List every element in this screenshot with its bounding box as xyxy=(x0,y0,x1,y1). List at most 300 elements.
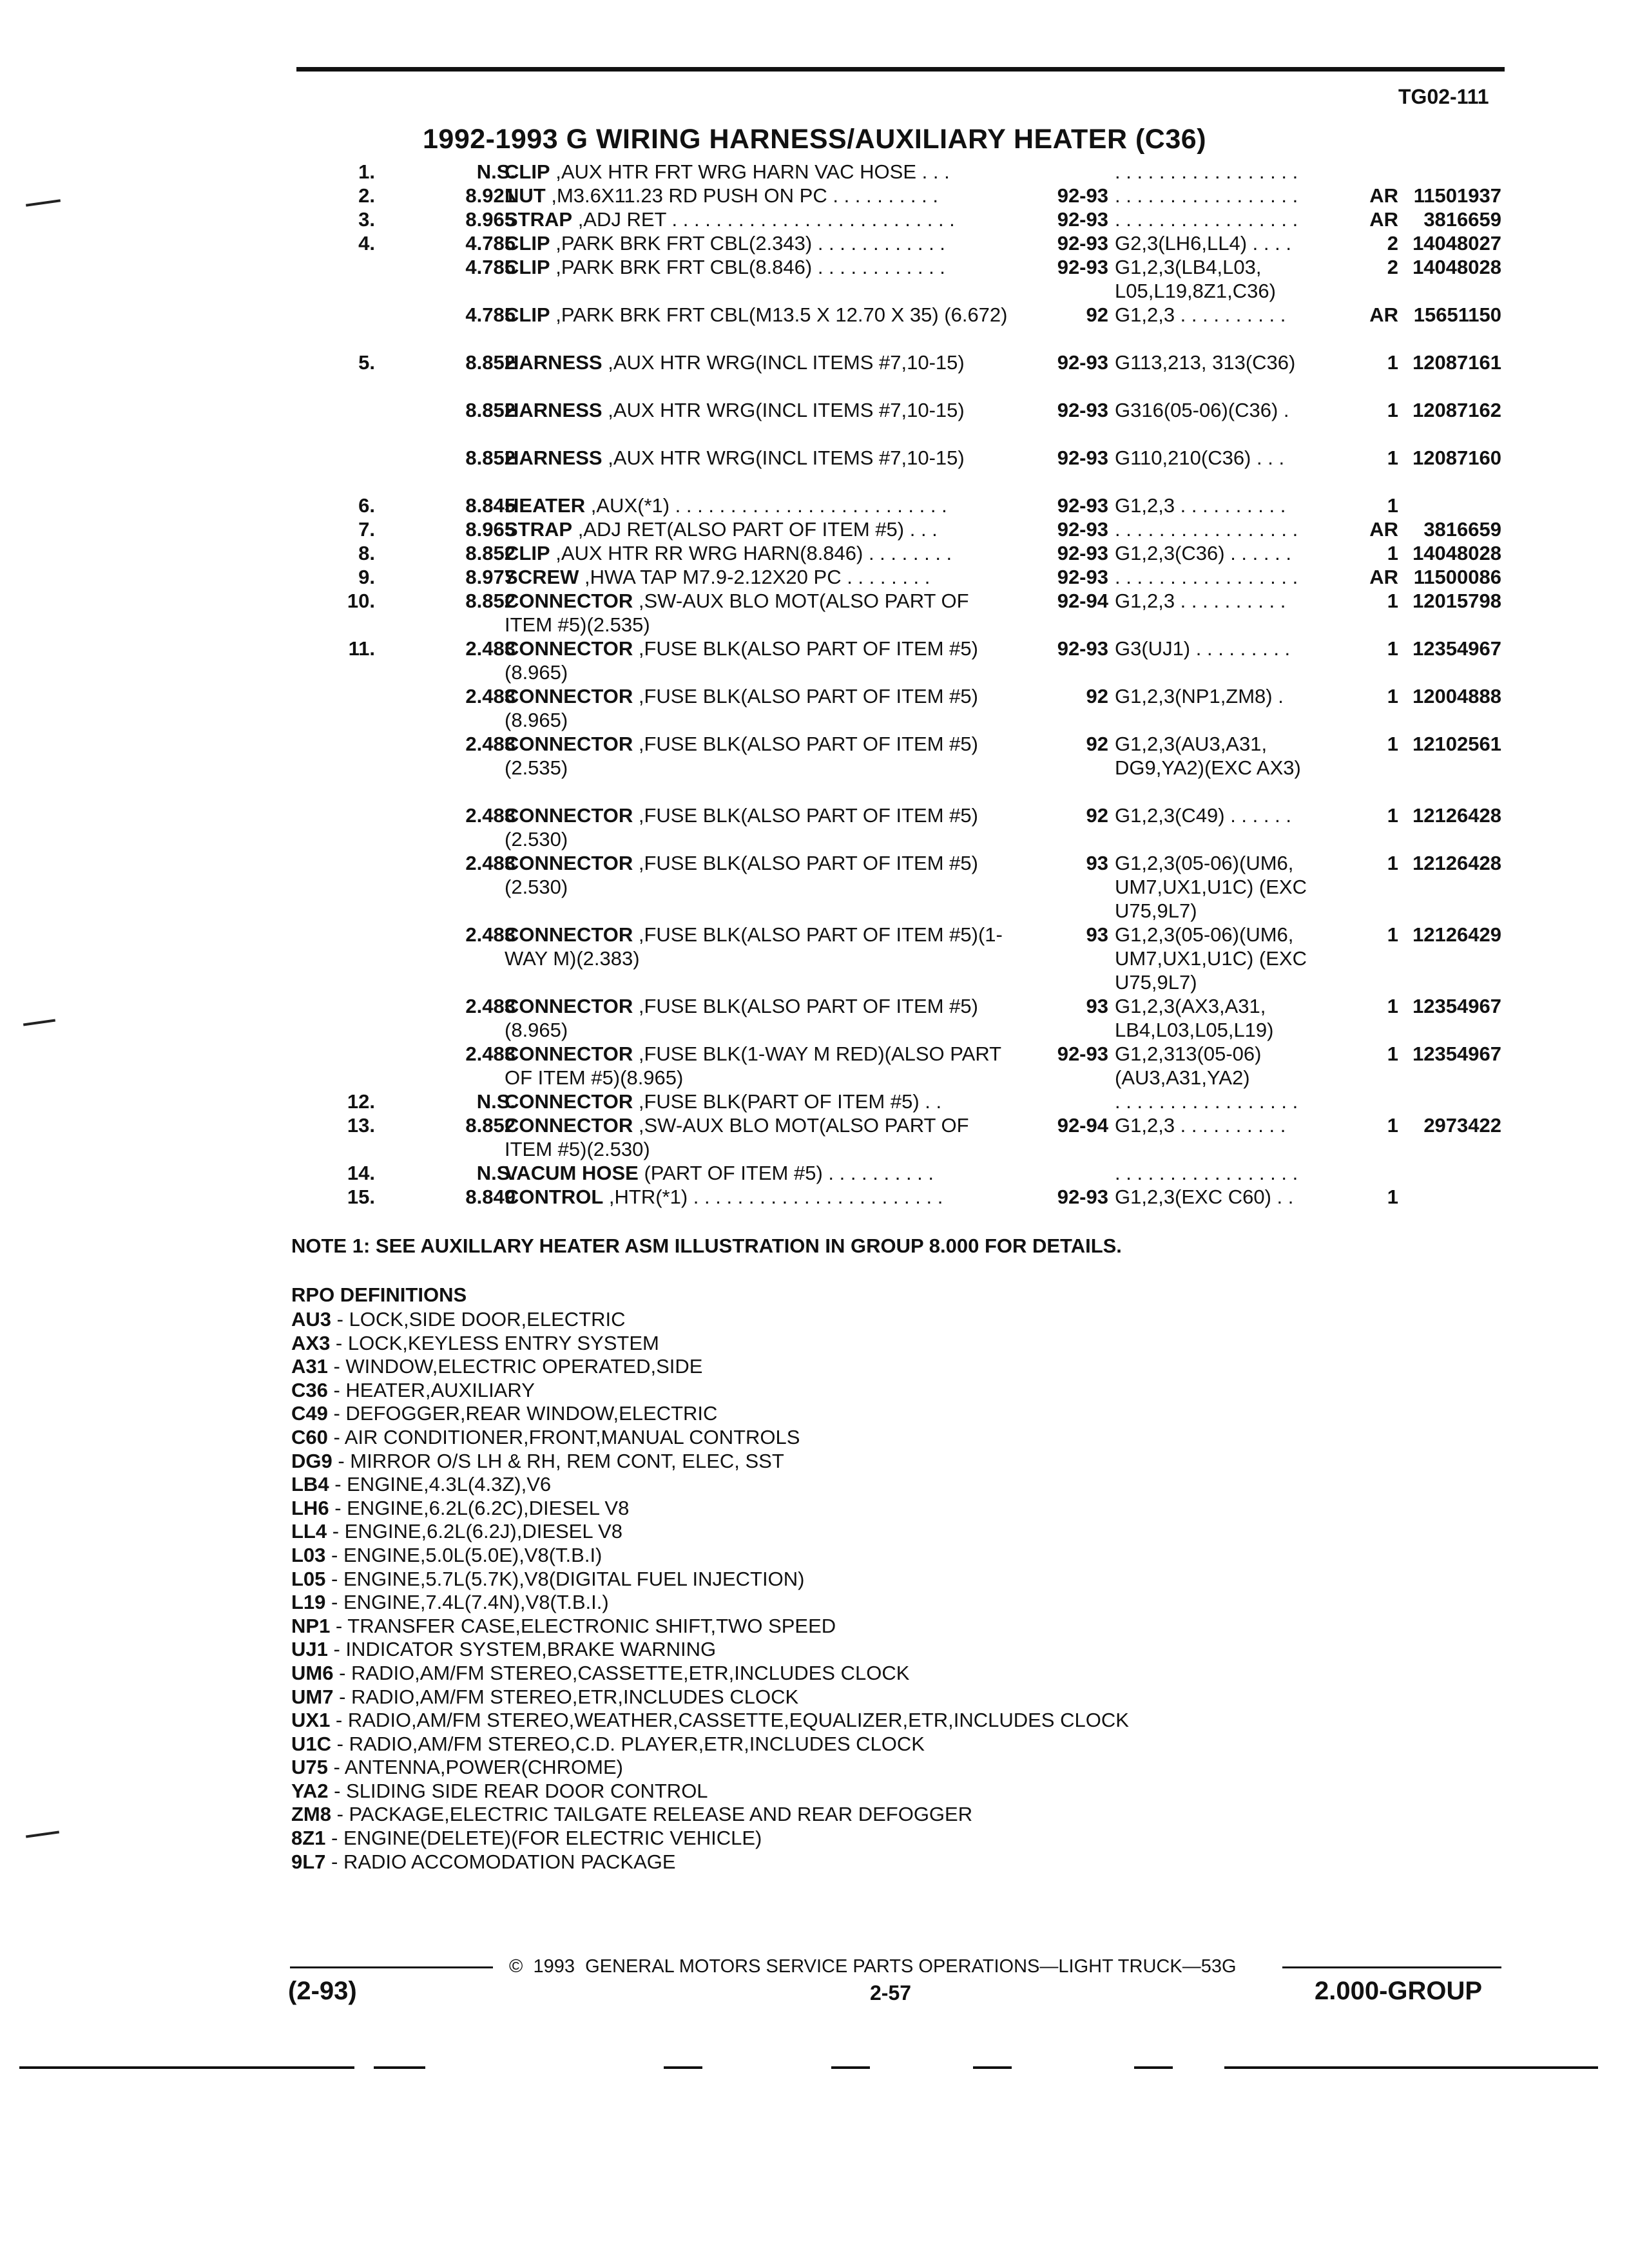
rpo-code: UJ1 xyxy=(291,1638,328,1661)
footer-rule-right xyxy=(1282,1966,1501,1968)
quantity: 1 xyxy=(1387,852,1398,874)
part-details: ,SW-AUX BLO MOT(ALSO PART OF ITEM #5)(2.530) xyxy=(505,1114,969,1160)
rpo-text: - RADIO,AM/FM STEREO,C.D. PLAYER,ETR,INCLUDES CLOCK xyxy=(331,1732,925,1755)
part-number: 2973422 xyxy=(1423,1114,1501,1137)
part-details: ,PARK BRK FRT CBL(M13.5 X 12.70 X 35) (6.672) xyxy=(550,303,1008,326)
quantity: 1 xyxy=(1387,542,1398,564)
model-years: 92-93 xyxy=(1057,184,1108,207)
parts-row xyxy=(335,803,1514,851)
quantity: 1 xyxy=(1387,995,1398,1017)
item-number: 6. xyxy=(358,494,375,517)
quantity: 1 xyxy=(1387,733,1398,755)
part-number: 12087161 xyxy=(1412,351,1501,374)
part-name: CLIP xyxy=(505,160,550,183)
model-years: 92 xyxy=(1086,733,1108,755)
group-number: N.S. xyxy=(476,1090,516,1113)
rpo-definition xyxy=(291,1615,1516,1639)
quantity: 1 xyxy=(1387,923,1398,946)
rpo-text: - HEATER,AUXILIARY xyxy=(327,1378,535,1401)
part-details: ,SW-AUX BLO MOT(ALSO PART OF ITEM #5)(2.535) xyxy=(505,590,969,636)
model-years: 92-93 xyxy=(1057,518,1108,541)
part-description xyxy=(505,684,1020,732)
part-description xyxy=(505,803,1020,851)
quantity: AR xyxy=(1369,566,1398,588)
part-description xyxy=(505,446,1020,470)
rpo-text: - ENGINE,5.0L(5.0E),V8(T.B.I) xyxy=(325,1543,602,1566)
part-details: ,FUSE BLK(ALSO PART OF ITEM #5)(2.535) xyxy=(505,733,978,779)
part-description xyxy=(505,565,1020,589)
part-details: ,FUSE BLK(ALSO PART OF ITEM #5)(2.530) xyxy=(505,852,978,898)
rpo-text: - DEFOGGER,REAR WINDOW,ELECTRIC xyxy=(327,1402,718,1425)
model-years: 92 xyxy=(1086,303,1108,326)
group-code: 2.000-GROUP xyxy=(1315,1977,1483,2005)
part-name: CONNECTOR xyxy=(505,1114,633,1137)
part-details: ,FUSE BLK(ALSO PART OF ITEM #5)(1-WAY M)(2.383) xyxy=(505,923,1003,970)
rpo-text: - ENGINE,6.2L(6.2J),DIESEL V8 xyxy=(327,1520,622,1543)
parts-row xyxy=(335,184,1514,207)
part-number: 14048028 xyxy=(1412,256,1501,278)
part-number: 14048027 xyxy=(1412,232,1501,255)
item-number: 3. xyxy=(358,208,375,231)
model-usage: G113,213, 313(C36) xyxy=(1115,351,1296,374)
bottom-rule xyxy=(1134,2066,1173,2069)
quantity: 1 xyxy=(1387,399,1398,421)
model-years: 93 xyxy=(1086,852,1108,874)
quantity: 1 xyxy=(1387,804,1398,827)
model-years: 92-93 xyxy=(1057,1043,1108,1065)
rpo-code: UM7 xyxy=(291,1685,334,1708)
rpo-definition xyxy=(291,1355,1516,1379)
rpo-code: LL4 xyxy=(291,1520,327,1543)
rpo-definition xyxy=(291,1332,1516,1356)
part-details: ,AUX HTR RR WRG HARN(8.846) . . . . . . . . xyxy=(550,542,952,564)
part-name: NUT xyxy=(505,184,546,207)
parts-row xyxy=(335,255,1514,303)
rpo-definition xyxy=(291,1756,1516,1780)
rpo-text: - ENGINE(DELETE)(FOR ELECTRIC VEHICLE) xyxy=(325,1827,762,1850)
part-description xyxy=(505,541,1020,565)
model-usage: G1,2,3(LB4,L03, L05,L19,8Z1,C36) xyxy=(1115,256,1276,302)
model-years: 92 xyxy=(1086,804,1108,827)
rpo-code: ZM8 xyxy=(291,1803,331,1826)
rpo-definition xyxy=(291,1544,1516,1568)
parts-row xyxy=(335,494,1514,517)
quantity: 1 xyxy=(1387,1114,1398,1137)
part-name: STRAP xyxy=(505,518,573,541)
parts-row xyxy=(335,446,1514,494)
part-name: VACUM HOSE xyxy=(505,1162,639,1184)
part-description xyxy=(505,303,1020,327)
rpo-code: UM6 xyxy=(291,1661,334,1684)
group-number: 4.785 xyxy=(465,256,516,278)
rpo-text: - ENGINE,5.7L(5.7K),V8(DIGITAL FUEL INJECTION) xyxy=(325,1567,805,1590)
rpo-definition xyxy=(291,1803,1516,1827)
rpo-definition xyxy=(291,1686,1516,1709)
item-number: 7. xyxy=(358,518,375,541)
group-number: 2.483 xyxy=(465,637,516,660)
part-name: CONNECTOR xyxy=(505,590,633,612)
part-description xyxy=(505,994,1020,1042)
rpo-code: 9L7 xyxy=(291,1850,326,1873)
part-name: CONNECTOR xyxy=(505,637,633,660)
quantity: AR xyxy=(1369,518,1398,541)
part-description xyxy=(505,1161,1020,1185)
footer-rule-left xyxy=(290,1966,493,1968)
model-years: 93 xyxy=(1086,995,1108,1017)
rpo-code: U1C xyxy=(291,1732,332,1755)
model-years: 92-93 xyxy=(1057,351,1108,374)
part-name: HEATER xyxy=(505,494,586,517)
rpo-code: UX1 xyxy=(291,1709,331,1732)
rpo-text: - LOCK,KEYLESS ENTRY SYSTEM xyxy=(330,1331,659,1354)
parts-row xyxy=(335,1113,1514,1161)
model-usage: G3(UJ1) . . . . . . . . . xyxy=(1115,637,1291,660)
rpo-code: U75 xyxy=(291,1756,328,1779)
model-usage: G110,210(C36) . . . xyxy=(1115,447,1285,469)
model-usage: G1,2,3(AX3,A31, LB4,L03,L05,L19) xyxy=(1115,995,1274,1041)
part-name: CLIP xyxy=(505,232,550,255)
quantity: 1 xyxy=(1387,494,1398,517)
parts-row xyxy=(335,303,1514,351)
group-number: N.S. xyxy=(476,160,516,183)
item-number: 2. xyxy=(358,184,375,207)
rpo-text: - SLIDING SIDE REAR DOOR CONTROL xyxy=(328,1779,708,1802)
parts-row xyxy=(335,1090,1514,1113)
group-number: 2.483 xyxy=(465,995,516,1017)
rpo-definition xyxy=(291,1308,1516,1332)
top-rule xyxy=(296,67,1505,72)
rpo-code: L03 xyxy=(291,1543,326,1566)
part-description xyxy=(505,207,1020,231)
rpo-text: - TRANSFER CASE,ELECTRONIC SHIFT,TWO SPEED xyxy=(330,1614,836,1637)
group-number: 8.849 xyxy=(465,1186,516,1208)
part-description xyxy=(505,851,1020,899)
rpo-text: - MIRROR O/S LH & RH, REM CONT, ELEC, SST xyxy=(332,1449,784,1472)
part-number: 14048028 xyxy=(1412,542,1501,564)
part-name: CLIP xyxy=(505,303,550,326)
part-number: 3816659 xyxy=(1423,208,1501,231)
part-number: 12126428 xyxy=(1412,804,1501,827)
part-description xyxy=(505,517,1020,541)
group-number: 8.852 xyxy=(465,542,516,564)
model-years: 92-93 xyxy=(1057,208,1108,231)
parts-row xyxy=(335,732,1514,803)
part-description xyxy=(505,231,1020,255)
part-details: ,AUX HTR WRG(INCL ITEMS #7,10-15) xyxy=(602,447,965,469)
rpo-code: 8Z1 xyxy=(291,1827,326,1850)
rpo-text: - RADIO,AM/FM STEREO,ETR,INCLUDES CLOCK xyxy=(333,1685,799,1708)
bottom-rule xyxy=(664,2066,702,2069)
rpo-text: - ANTENNA,POWER(CHROME) xyxy=(327,1756,623,1779)
part-name: CONNECTOR xyxy=(505,1043,633,1065)
group-number: 2.483 xyxy=(465,852,516,874)
rpo-text: - WINDOW,ELECTRIC OPERATED,SIDE xyxy=(327,1355,703,1378)
part-name: CONNECTOR xyxy=(505,852,633,874)
rpo-code: LB4 xyxy=(291,1473,329,1496)
group-number: 8.921 xyxy=(465,184,516,207)
model-usage: G1,2,3 . . . . . . . . . . xyxy=(1115,494,1286,517)
part-number: 12015798 xyxy=(1412,590,1501,612)
part-name: STRAP xyxy=(505,208,573,231)
rpo-code: NP1 xyxy=(291,1614,331,1637)
item-number: 1. xyxy=(358,160,375,183)
rpo-text: - LOCK,SIDE DOOR,ELECTRIC xyxy=(331,1308,626,1331)
part-name: CONNECTOR xyxy=(505,804,633,827)
model-years: 92-93 xyxy=(1057,494,1108,517)
parts-row xyxy=(335,1042,1514,1090)
part-number: 11500086 xyxy=(1413,566,1501,588)
model-usage: G1,2,3 . . . . . . . . . . xyxy=(1115,590,1286,612)
rpo-code: AX3 xyxy=(291,1331,331,1354)
item-number: 10. xyxy=(347,590,375,612)
part-details: ,FUSE BLK(ALSO PART OF ITEM #5)(8.965) xyxy=(505,685,978,731)
group-number: 2.483 xyxy=(465,923,516,946)
part-name: HARNESS xyxy=(505,351,602,374)
bottom-rule xyxy=(973,2066,1012,2069)
rpo-definition xyxy=(291,1850,1516,1874)
quantity: AR xyxy=(1369,208,1398,231)
part-details: (PART OF ITEM #5) . . . . . . . . . . xyxy=(638,1162,934,1184)
part-details: ,FUSE BLK(ALSO PART OF ITEM #5)(8.965) xyxy=(505,995,978,1041)
part-details: ,ADJ RET(ALSO PART OF ITEM #5) . . . xyxy=(572,518,938,541)
part-description xyxy=(505,160,1020,184)
part-details: ,FUSE BLK(1-WAY M RED)(ALSO PART OF ITEM #5)(8.965) xyxy=(505,1043,1001,1089)
group-number: 8.852 xyxy=(465,351,516,374)
parts-row xyxy=(335,1185,1514,1209)
group-number: 8.965 xyxy=(465,208,516,231)
bottom-rule xyxy=(374,2066,425,2069)
item-number: 14. xyxy=(347,1162,375,1184)
item-number: 5. xyxy=(358,351,375,374)
quantity: 1 xyxy=(1387,590,1398,612)
quantity: 1 xyxy=(1387,1043,1398,1065)
group-number: 8.852 xyxy=(465,399,516,421)
model-years: 92-93 xyxy=(1057,542,1108,564)
parts-row xyxy=(335,923,1514,994)
parts-row xyxy=(335,637,1514,684)
part-details: ,AUX HTR WRG(INCL ITEMS #7,10-15) xyxy=(602,351,965,374)
model-years: 92-93 xyxy=(1057,637,1108,660)
quantity: AR xyxy=(1369,184,1398,207)
model-usage: . . . . . . . . . . . . . . . . . xyxy=(1115,566,1298,588)
bottom-rule xyxy=(1224,2066,1598,2069)
model-years: 92 xyxy=(1086,685,1108,707)
page-number: 2-57 xyxy=(870,1981,912,2004)
model-years: 92-93 xyxy=(1057,256,1108,278)
rpo-text: - INDICATOR SYSTEM,BRAKE WARNING xyxy=(327,1638,717,1661)
part-details: ,AUX HTR WRG(INCL ITEMS #7,10-15) xyxy=(602,399,965,421)
model-usage: G1,2,3(C36) . . . . . . xyxy=(1115,542,1291,564)
parts-row xyxy=(335,231,1514,255)
part-name: CONNECTOR xyxy=(505,1090,633,1113)
group-number: 4.785 xyxy=(465,232,516,255)
rpo-definition xyxy=(291,1662,1516,1686)
part-description xyxy=(505,255,1020,279)
part-description xyxy=(505,1113,1020,1161)
quantity: 1 xyxy=(1387,685,1398,707)
rpo-definition xyxy=(291,1638,1516,1662)
model-usage: . . . . . . . . . . . . . . . . . xyxy=(1115,1090,1298,1113)
part-details: ,HWA TAP M7.9-2.12X20 PC . . . . . . . . xyxy=(579,566,930,588)
rpo-definition xyxy=(291,1473,1516,1497)
part-name: CLIP xyxy=(505,542,550,564)
rpo-text: - RADIO,AM/FM STEREO,CASSETTE,ETR,INCLUDES CLOCK xyxy=(333,1661,910,1684)
part-description xyxy=(505,589,1020,637)
part-details: ,M3.6X11.23 RD PUSH ON PC . . . . . . . . . . xyxy=(545,184,938,207)
part-description xyxy=(505,1042,1020,1090)
model-usage: G1,2,3(AU3,A31, DG9,YA2)(EXC AX3) xyxy=(1115,733,1301,779)
parts-row xyxy=(335,1161,1514,1185)
margin-mark xyxy=(26,1831,59,1838)
group-number: 8.965 xyxy=(465,518,516,541)
part-description xyxy=(505,494,1020,517)
part-name: CONNECTOR xyxy=(505,923,633,946)
quantity: 2 xyxy=(1387,256,1398,278)
part-description xyxy=(505,732,1020,780)
rpo-text: - ENGINE,6.2L(6.2C),DIESEL V8 xyxy=(329,1496,630,1519)
rpo-text: - RADIO ACCOMODATION PACKAGE xyxy=(325,1850,676,1873)
part-description xyxy=(505,398,1020,422)
part-name: CLIP xyxy=(505,256,550,278)
parts-row xyxy=(335,541,1514,565)
rpo-code: YA2 xyxy=(291,1779,329,1802)
part-details: ,AUX HTR FRT WRG HARN VAC HOSE . . . xyxy=(550,160,950,183)
rpo-code: A31 xyxy=(291,1355,328,1378)
rpo-code: AU3 xyxy=(291,1308,332,1331)
group-number: 2.483 xyxy=(465,804,516,827)
rpo-text: - RADIO,AM/FM STEREO,WEATHER,CASSETTE,EQUALIZER,ETR,INCLUDES CLOCK xyxy=(330,1709,1129,1732)
rpo-text: - ENGINE,4.3L(4.3Z),V6 xyxy=(329,1473,552,1496)
rpo-definition xyxy=(291,1780,1516,1803)
item-number: 11. xyxy=(348,637,375,660)
part-description xyxy=(505,1090,1020,1113)
model-usage: . . . . . . . . . . . . . . . . . xyxy=(1115,1162,1298,1184)
quantity: AR xyxy=(1369,303,1398,326)
part-name: CONNECTOR xyxy=(505,685,633,707)
quantity: 1 xyxy=(1387,447,1398,469)
part-details: ,AUX(*1) . . . . . . . . . . . . . . . . . . . . . . . . . xyxy=(585,494,947,517)
group-number: 2.483 xyxy=(465,1043,516,1065)
parts-row xyxy=(335,207,1514,231)
part-details: ,FUSE BLK(ALSO PART OF ITEM #5)(8.965) xyxy=(505,637,978,684)
model-years: 92-93 xyxy=(1057,399,1108,421)
group-number: 8.852 xyxy=(465,1114,516,1137)
quantity: 1 xyxy=(1387,637,1398,660)
group-number: 2.483 xyxy=(465,733,516,755)
part-details: ,HTR(*1) . . . . . . . . . . . . . . . . . . . . . . . xyxy=(603,1186,943,1208)
rpo-code: L19 xyxy=(291,1591,326,1614)
parts-row xyxy=(335,517,1514,541)
copyright-line: © 1993 GENERAL MOTORS SERVICE PARTS OPERATIONS—LIGHT TRUCK—53G xyxy=(509,1956,1237,1977)
model-usage: G1,2,3 . . . . . . . . . . xyxy=(1115,1114,1286,1137)
part-description xyxy=(505,637,1020,684)
part-number: 15651150 xyxy=(1413,303,1501,326)
parts-list xyxy=(335,160,1514,1209)
footnote: NOTE 1: SEE AUXILLARY HEATER ASM ILLUSTRATION IN GROUP 8.000 FOR DETAILS. xyxy=(291,1235,1122,1257)
group-number: 2.483 xyxy=(465,685,516,707)
rpo-definition xyxy=(291,1520,1516,1544)
rpo-code: C49 xyxy=(291,1402,328,1425)
part-description xyxy=(505,184,1020,207)
part-details: ,PARK BRK FRT CBL(8.846) . . . . . . . . . . . . xyxy=(550,256,945,278)
part-number: 12354967 xyxy=(1412,995,1501,1017)
group-number: 8.845 xyxy=(465,494,516,517)
model-years: 93 xyxy=(1086,923,1108,946)
part-number: 12354967 xyxy=(1412,1043,1501,1065)
part-name: CONTROL xyxy=(505,1186,604,1208)
rpo-definition xyxy=(291,1733,1516,1756)
parts-row xyxy=(335,351,1514,398)
parts-row xyxy=(335,994,1514,1042)
rpo-code: C60 xyxy=(291,1425,328,1448)
margin-mark xyxy=(26,199,61,206)
part-name: HARNESS xyxy=(505,399,602,421)
model-usage: G1,2,3(EXC C60) . . xyxy=(1115,1186,1294,1208)
model-usage: G316(05-06)(C36) . xyxy=(1115,399,1289,421)
rpo-definition xyxy=(291,1426,1516,1450)
part-number: 12004888 xyxy=(1412,685,1501,707)
part-number: 12354967 xyxy=(1412,637,1501,660)
quantity: 1 xyxy=(1387,1186,1398,1208)
model-usage: . . . . . . . . . . . . . . . . . xyxy=(1115,518,1298,541)
part-name: CONNECTOR xyxy=(505,995,633,1017)
part-description xyxy=(505,1185,1020,1209)
rpo-text: - ENGINE,7.4L(7.4N),V8(T.B.I.) xyxy=(325,1591,609,1614)
model-years: 92-93 xyxy=(1057,447,1108,469)
item-number: 13. xyxy=(347,1114,375,1137)
quantity: 2 xyxy=(1387,232,1398,255)
bottom-rule xyxy=(19,2066,354,2069)
item-number: 9. xyxy=(358,566,375,588)
group-number: 8.852 xyxy=(465,590,516,612)
parts-row xyxy=(335,589,1514,637)
part-name: HARNESS xyxy=(505,447,602,469)
quantity: 1 xyxy=(1387,351,1398,374)
parts-row xyxy=(335,398,1514,446)
rpo-definition xyxy=(291,1827,1516,1850)
model-usage: G2,3(LH6,LL4) . . . . xyxy=(1115,232,1291,255)
part-number: 12102561 xyxy=(1412,733,1501,755)
part-details: ,FUSE BLK(ALSO PART OF ITEM #5)(2.530) xyxy=(505,804,978,850)
rpo-definition xyxy=(291,1379,1516,1403)
rpo-text: - AIR CONDITIONER,FRONT,MANUAL CONTROLS xyxy=(327,1425,800,1448)
item-number: 4. xyxy=(358,232,375,255)
model-years: 92-94 xyxy=(1057,1114,1108,1137)
page-code: TG02-111 xyxy=(1398,85,1489,108)
date-code: (2-93) xyxy=(288,1977,357,2005)
part-number: 12126428 xyxy=(1412,852,1501,874)
part-name: SCREW xyxy=(505,566,579,588)
rpo-text: - PACKAGE,ELECTRIC TAILGATE RELEASE AND REAR DEFOGGER xyxy=(331,1803,973,1826)
part-number: 3816659 xyxy=(1423,518,1501,541)
rpo-definition xyxy=(291,1402,1516,1426)
part-description xyxy=(505,351,1020,374)
rpo-code: LH6 xyxy=(291,1496,329,1519)
part-details: ,PARK BRK FRT CBL(2.343) . . . . . . . . . . . . xyxy=(550,232,945,255)
bottom-rule xyxy=(831,2066,870,2069)
rpo-definition xyxy=(291,1568,1516,1591)
page-title: 1992-1993 G WIRING HARNESS/AUXILIARY HEATER (C36) xyxy=(422,124,1207,155)
model-usage: . . . . . . . . . . . . . . . . . xyxy=(1115,160,1298,183)
margin-mark xyxy=(23,1019,55,1026)
part-description xyxy=(505,923,1020,970)
rpo-code: L05 xyxy=(291,1567,326,1590)
model-usage: G1,2,3(C49) . . . . . . xyxy=(1115,804,1291,827)
rpo-code: C36 xyxy=(291,1378,328,1401)
model-usage: G1,2,3(NP1,ZM8) . xyxy=(1115,685,1284,707)
model-years: 92-93 xyxy=(1057,566,1108,588)
group-number: 8.852 xyxy=(465,447,516,469)
